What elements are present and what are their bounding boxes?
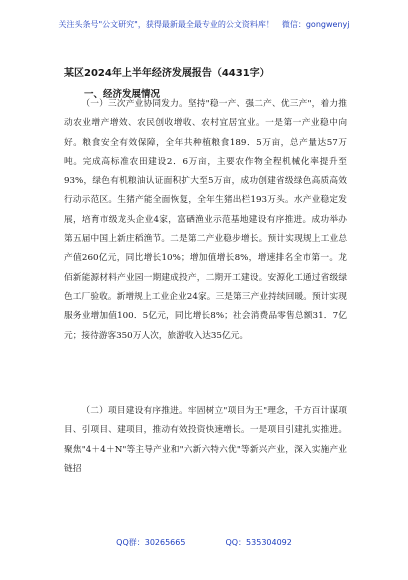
footer-contact xyxy=(0,532,408,552)
header-banner xyxy=(0,14,408,34)
wechat-text: 微信：gongwenyj xyxy=(281,19,350,29)
qq-group-text: QQ群：30265665 xyxy=(116,537,186,547)
body-paragraph-1: （一）三次产业协同发力。坚持"稳一产、强二产、优三产"，着力推动农业增产增效、农民创收增收、农村宜居宜业。一是第一产业稳中向好。粮食安全有效保障，全年共种植粮食189．5万亩，总产量达57万吨。完成高标准农田建设2．6万亩，主要农作物全程机械化率提升至93%，绿色有机粮油认证面积扩大至5万亩，成功创建省级绿色高质高效行动示范区。生猪产能全面恢复，全年生猪出栏193万头。水产业稳定发展，培育市级龙头企业4家，富硒渔业示范基地建设有序推进。成功举办第五届中国上新庄稻渔节。二是第二产业稳步增长。预计实现规上工业总产值260亿元，同比增长10%；增加值增长8%，增速排名全市第一。龙佰新能源材料产业园一期建成投产，二期开工建设。安源化工通过省级绿色工厂验收。新增规上工业企业24家。三是第三产业持续回暖。预计实现服务业增加值100．5亿元，同比增长8%；社会消费品零售总额31．7亿元；接待游客350万人次，旅游收入达35亿元。 xyxy=(64,99,347,341)
document-title: 某区2024年上半年经济发展报告（4431字） xyxy=(64,68,270,79)
promo-text: 关注头条号"公文研究"，获得最新最全最专业的公文资料库！ xyxy=(58,19,274,29)
qq-number-text: QQ：535304092 xyxy=(225,537,292,547)
section-heading: 一、经济发展情况 xyxy=(84,89,161,100)
body-paragraph-2: （二）项目建设有序推进。牢固树立"项目为王"理念，千方百计谋项目、引项目、建项目，推动有效投资快速增长。一是项目引建扎实推进。聚焦"4＋4＋N"等主导产业和"六新六特六优"等新兴产业，深入实施产业链招 xyxy=(64,406,347,474)
